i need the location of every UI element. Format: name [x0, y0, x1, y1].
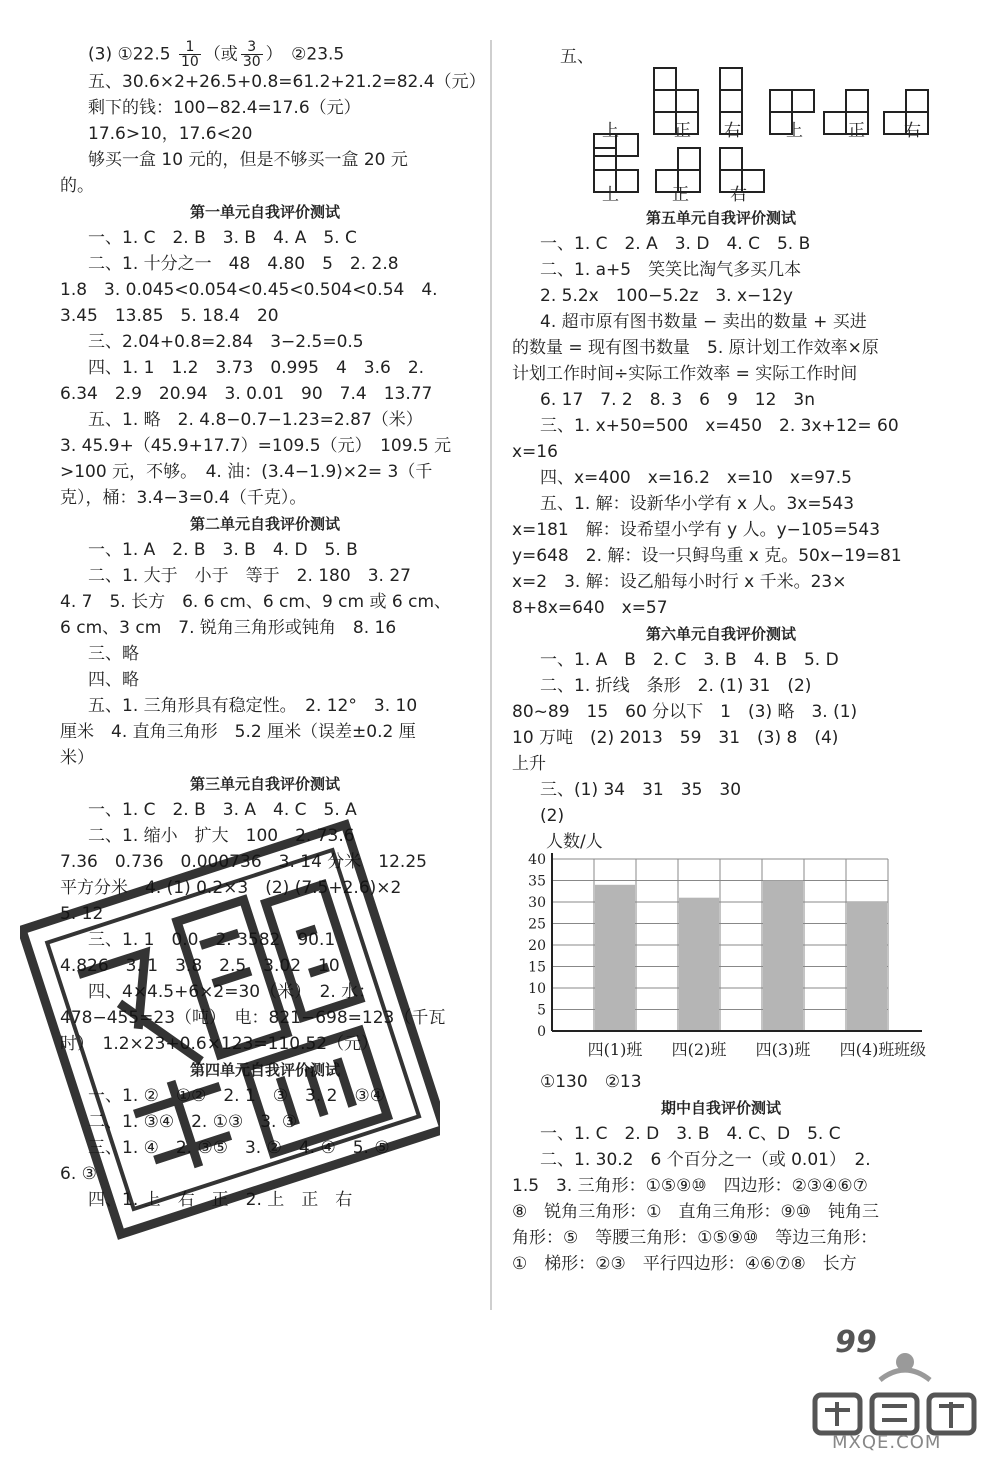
y-tick-label: 15 — [528, 959, 546, 976]
answer-line: 四、4×4.5+6×2=30（米） 2. 水： — [88, 982, 376, 1002]
column-divider — [490, 40, 492, 1310]
denominator: 10 — [180, 54, 199, 70]
answer-line: 三、1. x+50=500 x=450 2. 3x+12= 60 — [540, 416, 899, 436]
view-label: 上 — [602, 121, 619, 141]
bar — [847, 902, 887, 1031]
denominator: 30 — [242, 54, 261, 70]
answer-line: 二、1. 折线 条形 2. (1) 31 (2) — [540, 676, 812, 696]
view-cell — [654, 112, 676, 134]
section-heading: 第六单元自我评价测试 — [645, 625, 796, 643]
answer-line: 6. ③ — [60, 1164, 97, 1184]
answer-line: 7.36 0.736 0.000736 3. 14 分米 12.25 — [60, 852, 427, 872]
answer-line: 二、1. 缩小 扩大 100 2. 73.6 — [88, 826, 355, 846]
view-diagram — [512, 40, 930, 205]
answer-line: 三、1. 1 0.0 2. 3582 90.1 — [88, 930, 336, 950]
answer-line: 10 万吨 (2) 2013 59 31 (3) 8 (4) — [512, 728, 839, 748]
answer-line: 米） — [60, 748, 94, 768]
view-label: 上 — [602, 185, 619, 205]
view-label: 右 — [730, 185, 747, 205]
answer-line: 四、1. 1 1.2 3.73 0.995 4 3.6 2. — [88, 358, 425, 378]
answer-line: (2) — [540, 806, 565, 826]
x-tick-label: 四(4)班 — [839, 1040, 895, 1059]
answer-line: >100 元，不够。 4. 油：(3.4−1.9)×2= 3（千 — [60, 462, 433, 482]
answer-line: 计划工作时间÷实际工作效率 = 实际工作时间 — [512, 364, 858, 384]
watermark-site: MXQE.COM — [832, 1432, 942, 1453]
page-number: 99 — [835, 1325, 877, 1360]
answer-line: 17.6>10，17.6<20 — [88, 124, 253, 144]
section-label: 五、 — [560, 47, 594, 67]
view-cell — [616, 170, 638, 192]
answer-line: 5. 12 — [60, 904, 104, 924]
section-heading: 第三单元自我评价测试 — [189, 775, 340, 793]
view-cell — [654, 68, 676, 90]
numerator: 1 — [179, 40, 201, 55]
answer-line: 6. 17 7. 2 8. 3 6 9 12 3n — [540, 390, 815, 410]
view-cell — [824, 112, 846, 134]
view-label: 正 — [848, 121, 865, 141]
answer-line: 四、x=400 x=16.2 x=10 x=97.5 — [540, 468, 853, 488]
answer-line: 四、略 — [88, 670, 139, 690]
answer-line: 1.5 3. 三角形：①⑤⑨⑩ 四边形：②③④⑥⑦ — [512, 1176, 868, 1196]
answer-line: 三、2.04+0.8=2.84 3−2.5=0.5 — [88, 332, 364, 352]
view-cell — [770, 90, 792, 112]
answer-line: 一、1. A 2. B 3. B 4. D 5. B — [88, 540, 358, 560]
answer-line: y=648 2. 解：设一只鲟鸟重 x 克。50x−19=81 — [512, 546, 902, 566]
view-cell — [792, 90, 814, 112]
answer-line: 一、1. C 2. A 3. D 4. C 5. B — [540, 234, 811, 254]
bar — [679, 898, 719, 1031]
chart-svg — [512, 829, 930, 1069]
view-cell — [884, 112, 906, 134]
answer-line: 6.34 2.9 20.94 3. 0.01 90 7.4 13.77 — [60, 384, 433, 404]
answer-line: 厘米 4. 直角三角形 5.2 厘米（误差±0.2 厘 — [60, 722, 416, 742]
view-label: 右 — [724, 121, 741, 141]
answer-line: 二、1. 十分之一 48 4.80 5 2. 2.8 — [88, 254, 399, 274]
section-heading: 第二单元自我评价测试 — [189, 515, 340, 533]
bar — [595, 885, 635, 1031]
answer-line: 的数量 = 现有图书数量 5. 原计划工作效率×原 — [512, 338, 879, 358]
y-tick-label: 20 — [528, 938, 546, 954]
answer-line: 五、1. 解：设新华小学有 x 人。3x=543 — [540, 494, 855, 514]
fraction — [179, 40, 201, 69]
answer-line: x=16 — [512, 442, 558, 462]
answer-line: 三、1. ④ 2. ③⑤ 3. ② 4. ④ 5. ⑤ — [88, 1138, 390, 1158]
section-heading: 期中自我评价测试 — [660, 1099, 781, 1117]
view-cell — [720, 90, 742, 112]
y-tick-label: 25 — [528, 916, 546, 933]
answer-line: 够买一盒 10 元的，但是不够买一盒 20 元 — [88, 150, 408, 170]
y-tick-label: 40 — [528, 852, 546, 868]
view-label: 正 — [674, 121, 691, 141]
bar-chart — [512, 829, 930, 1069]
view-cell — [654, 90, 676, 112]
watermark-stamp — [20, 800, 440, 1240]
answer-line: 1.8 3. 0.045<0.054<0.45<0.504<0.54 4. — [60, 280, 438, 300]
answer-line: 的。 — [60, 176, 94, 196]
three-view-drawings — [512, 40, 930, 205]
x-tick-label: 四(2)班 — [671, 1040, 727, 1059]
view-cell — [720, 68, 742, 90]
answer-line: 二、1. ③④ 2. ①③ 3. ③ — [88, 1112, 298, 1132]
answer-line: 二、1. 大于 小于 等于 2. 180 3. 27 — [88, 566, 411, 586]
y-tick-label: 0 — [537, 1024, 546, 1040]
answer-line: 3.45 13.85 5. 18.4 20 — [60, 306, 279, 326]
answer-text: ） ②23.5 — [265, 44, 345, 65]
view-cell — [616, 134, 638, 156]
view-cell — [594, 148, 616, 170]
answer-line: 上升 — [512, 754, 546, 774]
answer-line: 平方分米 4. (1) 0.2×3 (2) (7.5+2.6)×2 — [60, 878, 402, 898]
x-tick-label: 四(1)班 — [587, 1040, 643, 1059]
answer-line: 2. 5.2x 100−5.2z 3. x−12y — [540, 286, 793, 306]
answer-line: 角形：⑤ 等腰三角形：①⑤⑨⑩ 等边三角形： — [512, 1228, 878, 1248]
y-tick-label: 10 — [528, 981, 546, 997]
answer-line: 一、1. C 2. D 3. B 4. C、D 5. C — [540, 1124, 841, 1144]
answer-line: 剩下的钱：100−82.4=17.6（元） — [88, 98, 361, 118]
section-heading: 第四单元自我评价测试 — [189, 1061, 340, 1079]
answer-line: 一、1. A B 2. C 3. B 4. B 5. D — [540, 650, 839, 670]
y-tick-label: 35 — [528, 873, 546, 890]
answer-line: 五、1. 三角形具有稳定性。 2. 12° 3. 10 — [88, 696, 418, 716]
view-label: 正 — [672, 185, 689, 205]
view-cell — [846, 90, 868, 112]
answer-line: 3. 45.9+（45.9+17.7）=109.5（元） 109.5 元 — [60, 436, 452, 456]
answer-line: 4.826 3. 1 3.8 2.5 3.02 10 — [60, 956, 340, 976]
view-label: 上 — [786, 121, 803, 141]
answer-line: 80~89 15 60 分以下 1 (3) 略 3. (1) — [512, 702, 858, 722]
view-cell — [678, 148, 700, 170]
answer-line: 4. 7 5. 长方 6. 6 cm、6 cm、9 cm 或 6 cm、 — [60, 592, 451, 612]
answer-line: 四、1. 上 右 正 2. 上 正 右 — [88, 1190, 353, 1210]
view-label: 右 — [904, 121, 921, 141]
numerator: 3 — [241, 40, 263, 55]
answer-line — [60, 40, 470, 69]
x-axis-label: 班级 — [893, 1040, 927, 1059]
answer-line: 6 cm、3 cm 7. 锐角三角形或钝角 8. 16 — [60, 618, 397, 638]
answer-line: 三、略 — [88, 644, 139, 664]
answer-line: x=181 解：设希望小学有 y 人。y−105=543 — [512, 520, 881, 540]
section-heading: 第一单元自我评价测试 — [189, 203, 340, 221]
view-cell — [676, 90, 698, 112]
answer-line: ① 梯形：②③ 平行四边形：④⑥⑦⑧ 长方 — [512, 1254, 857, 1274]
answer-line: 五、1. 略 2. 4.8−0.7−1.23=2.87（米） — [88, 410, 423, 430]
answer-line: ①130 ②13 — [540, 1072, 642, 1092]
answer-line: 478−455=23（吨） 电：821−698=123（千瓦 — [60, 1008, 446, 1028]
fraction — [241, 40, 263, 69]
bar — [763, 881, 803, 1032]
y-tick-label: 30 — [528, 895, 546, 911]
answer-text: (3) ①22.5 — [88, 44, 176, 65]
answer-line: 8+8x=640 x=57 — [512, 598, 668, 618]
answer-line: 4. 超市原有图书数量 − 卖出的数量 + 买进 — [540, 312, 867, 332]
answer-line: x=2 3. 解：设乙船每小时行 x 千米。23× — [512, 572, 847, 592]
answer-line: 二、1. 30.2 6 个百分之一（或 0.01） 2. — [540, 1150, 871, 1170]
x-tick-label: 四(3)班 — [755, 1040, 811, 1059]
view-cell — [906, 90, 928, 112]
answer-line: 五、30.6×2+26.5+0.8=61.2+21.2=82.4（元） — [88, 72, 486, 92]
y-tick-label: 5 — [537, 1002, 546, 1019]
answer-line: ⑧ 锐角三角形：① 直角三角形：⑨⑩ 钝角三 — [512, 1202, 879, 1222]
answer-line: 时） 1.2×23+0.6×123=110.52（元） — [60, 1034, 379, 1054]
answer-line: 一、1. C 2. B 3. B 4. A 5. C — [88, 228, 357, 248]
answer-text: （或 — [203, 44, 238, 65]
right-column — [512, 40, 930, 1277]
answer-line: 二、1. a+5 笑笑比淘气多买几本 — [540, 260, 802, 280]
answer-line: 一、1. ② ①② 2. 1 ③ 3. 2 ③④ — [88, 1086, 385, 1106]
view-cell — [720, 148, 742, 170]
section-heading: 第五单元自我评价测试 — [645, 209, 796, 227]
answer-line: 一、1. C 2. B 3. A 4. C 5. A — [88, 800, 357, 820]
answer-line: 克），桶：3.4−3=0.4（千克）。 — [60, 488, 307, 508]
y-axis-label: 人数/人 — [546, 832, 603, 852]
answer-line: 三、(1) 34 31 35 30 — [540, 780, 742, 800]
